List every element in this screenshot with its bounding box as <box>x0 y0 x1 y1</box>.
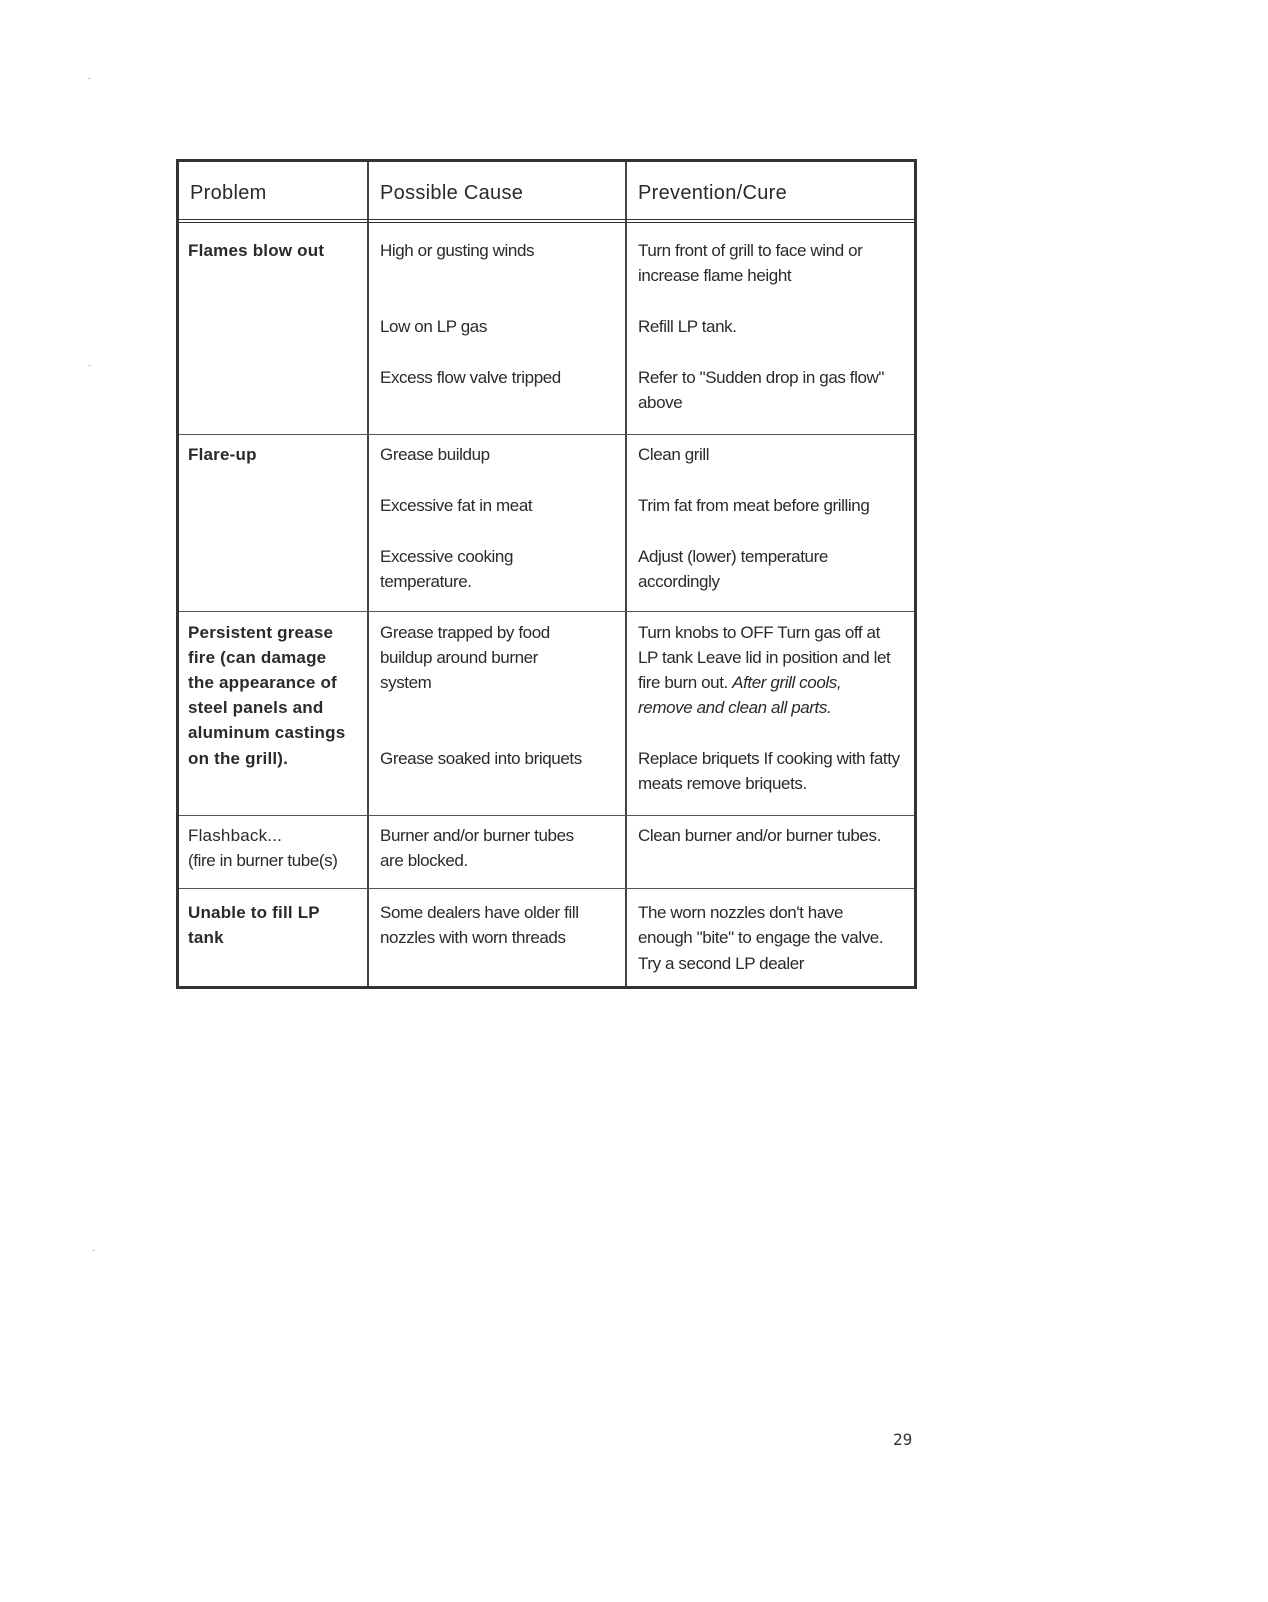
cause-cell: High or gusting winds <box>380 241 535 260</box>
scan-mark <box>88 365 91 366</box>
cause-cell: nozzles with worn threads <box>380 928 566 947</box>
cause-cell: Grease soaked into briquets <box>380 749 582 768</box>
header-problem: Problem <box>190 182 267 204</box>
cause-cell: Excess flow valve tripped <box>380 368 561 387</box>
cause-cell: are blocked. <box>380 851 468 870</box>
cause-cell: buildup around burner <box>380 648 538 667</box>
header-prevention-cure: Prevention/Cure <box>638 182 788 204</box>
cure-cell: Trim fat from meat before grilling <box>638 496 870 515</box>
header-divider <box>179 219 914 223</box>
problem-grease-fire: aluminum castings <box>188 723 346 742</box>
cause-cell: Grease buildup <box>380 445 490 464</box>
cause-cell: Burner and/or burner tubes <box>380 826 574 845</box>
cure-cell: LP tank Leave lid in position and let <box>638 648 891 667</box>
row-divider <box>179 815 914 816</box>
cure-cell: Turn front of grill to face wind or <box>638 241 863 260</box>
cure-cell: meats remove briquets. <box>638 774 807 793</box>
problem-grease-fire: on the grill). <box>188 749 289 768</box>
cure-cell: Replace briquets If cooking with fatty <box>638 749 900 768</box>
cure-cell: Refer to "Sudden drop in gas flow" <box>638 368 885 387</box>
troubleshooting-table <box>176 159 917 989</box>
problem-flashback-note: (fire in burner tube(s) <box>188 851 338 870</box>
problem-flashback: Flashback... <box>188 826 283 845</box>
cure-cell: Clean grill <box>638 445 710 464</box>
problem-unable-to-fill: Unable to fill LP <box>188 903 320 922</box>
scan-mark <box>92 1250 95 1251</box>
cure-cell: enough "bite" to engage the valve. <box>638 928 884 947</box>
cure-text-italic: After grill cools, <box>732 673 842 692</box>
row-divider <box>179 888 914 889</box>
problem-grease-fire: fire (can damage <box>188 648 327 667</box>
row-divider <box>179 434 914 435</box>
cure-cell: accordingly <box>638 572 720 591</box>
header-possible-cause: Possible Cause <box>380 182 524 204</box>
row-divider <box>179 611 914 612</box>
cure-text: fire burn out. <box>638 673 728 692</box>
problem-grease-fire: the appearance of <box>188 673 337 692</box>
cause-cell: Some dealers have older fill <box>380 903 579 922</box>
cure-cell: above <box>638 393 683 412</box>
cure-cell: Turn knobs to OFF Turn gas off at <box>638 623 880 642</box>
cure-cell: Clean burner and/or burner tubes. <box>638 826 881 845</box>
problem-grease-fire: Persistent grease <box>188 623 334 642</box>
cure-cell: Try a second LP dealer <box>638 954 805 973</box>
cure-cell: Adjust (lower) temperature <box>638 547 828 566</box>
cause-cell: Excessive fat in meat <box>380 496 533 515</box>
cause-cell: Grease trapped by food <box>380 623 550 642</box>
column-divider <box>625 162 627 986</box>
problem-flare-up: Flare-up <box>188 445 257 464</box>
cause-cell: system <box>380 673 432 692</box>
column-divider <box>367 162 369 986</box>
problem-grease-fire: steel panels and <box>188 698 324 717</box>
problem-unable-to-fill: tank <box>188 928 224 947</box>
problem-flames-blow-out: Flames blow out <box>188 241 325 260</box>
cure-cell: increase flame height <box>638 266 792 285</box>
scan-mark <box>88 78 91 79</box>
page-number: 29 <box>893 1430 913 1449</box>
cure-cell: Refill LP tank. <box>638 317 737 336</box>
cure-cell <box>638 670 841 695</box>
cure-cell: The worn nozzles don't have <box>638 903 844 922</box>
cure-cell: remove and clean all parts. <box>638 698 832 717</box>
cause-cell: Excessive cooking <box>380 547 514 566</box>
cause-cell: Low on LP gas <box>380 317 487 336</box>
cause-cell: temperature. <box>380 572 472 591</box>
